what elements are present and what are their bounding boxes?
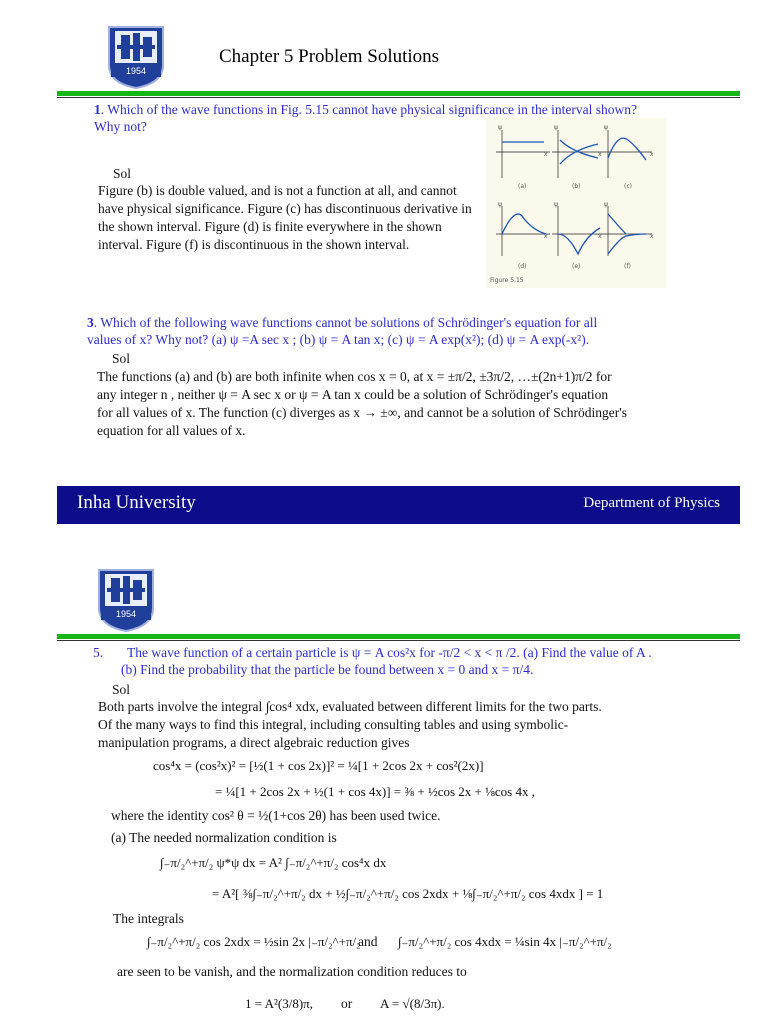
page-title: Chapter 5 Problem Solutions xyxy=(219,46,440,67)
question-5 xyxy=(93,644,753,678)
question-5-number: 5. xyxy=(93,645,104,660)
figure-5-15 xyxy=(486,118,666,288)
q5-intro-line: manipulation programs, a direct algebraic reduction gives xyxy=(98,735,410,750)
equation-cos4x-integral: ∫₋π/₂^+π/₂ cos 4xdx = ¼sin 4x |₋π/₂^+π/₂ xyxy=(398,934,612,949)
question-1-text: . Which of the wave functions in Fig. 5.15 cannot have physical significance in the interval shown? Why not? xyxy=(94,102,637,134)
identity-note: where the identity cos² θ = ½(1+cos 2θ) has been used twice. xyxy=(111,808,441,823)
logo-year: 1954 xyxy=(125,66,147,76)
figure-axis-label-d: ψ xyxy=(498,201,502,208)
equation-a-value: A = √(8/3π). xyxy=(380,996,445,1011)
university-logo xyxy=(107,25,165,89)
q3-answer-line: The functions (a) and (b) are both infinite when cos x = 0, at x = ±π/2, ±3π/2, …±(2n+1)π/2 for xyxy=(97,369,612,384)
question-5-line-2: (b) Find the probability that the particle be found between x = 0 and x = π/4. xyxy=(121,662,534,677)
q3-answer xyxy=(97,368,757,440)
title-divider xyxy=(57,91,740,96)
footer-department: Department of Physics xyxy=(583,495,720,511)
university-logo-2 xyxy=(97,568,155,632)
figure-caption: Figure 5.15 xyxy=(490,277,524,284)
or-connector: or xyxy=(341,996,353,1011)
figure-panel-a: (a) xyxy=(518,183,527,190)
footer-bar xyxy=(57,486,740,524)
figure-axis-label-f: ψ xyxy=(604,201,608,208)
title-divider-2 xyxy=(57,634,740,639)
equation-normalization-expanded: = A²[ ⅜∫₋π/₂^+π/₂ dx + ½∫₋π/₂^+π/₂ cos 2xdx + ⅛∫₋π/₂^+π/₂ cos 4xdx ] = 1 xyxy=(212,886,604,901)
title-divider-thin xyxy=(57,97,740,98)
figure-panel-b: (b) xyxy=(572,183,581,190)
question-3-number: 3 xyxy=(87,315,94,330)
figure-axis-label-a: ψ xyxy=(498,124,502,131)
figure-x-label-f: x xyxy=(650,233,654,240)
equation-normalization: ∫₋π/₂^+π/₂ ψ*ψ dx = A² ∫₋π/₂^+π/₂ cos⁴x dx xyxy=(160,855,387,870)
q1-answer: Figure (b) is double valued, and is not a function at all, and cannot have physical significance. Figure (c) has discontinuous derivative in the shown interval. Figure (d) is finite everywhere in the shown interval. Figure (f) is discontinuous in the shown interval. xyxy=(98,183,472,252)
figure-x-label-e: x xyxy=(598,233,602,240)
integrals-label: The integrals xyxy=(113,911,184,926)
and-connector: and xyxy=(358,934,378,949)
question-1-number: 1 xyxy=(94,102,101,117)
vanish-note: are seen to be vanish, and the normalization condition reduces to xyxy=(117,964,467,979)
question-3-line-1: . Which of the following wave functions cannot be solutions of Schrödinger's equation for all xyxy=(93,315,598,330)
footer-university: Inha University xyxy=(77,492,196,513)
q3-sol-label: Sol xyxy=(112,351,131,366)
figure-x-label-d: x xyxy=(544,233,548,240)
equation-cos4-expansion: cos⁴x = (cos²x)² = [½(1 + cos 2x)]² = ¼[1 + 2cos 2x + cos²(2x)] xyxy=(153,758,484,773)
figure-axis-label-b: ψ xyxy=(554,124,558,131)
q1-sol-label: Sol xyxy=(113,166,132,181)
figure-x-label-b: x xyxy=(598,151,602,158)
question-3-line-2: values of x? Why not? (a) ψ =A sec x ; (b) ψ = A tan x; (c) ψ = A exp(x²); (d) ψ = A exp(-x²). xyxy=(87,332,590,347)
figure-panel-d: (d) xyxy=(518,263,527,270)
figure-axis-label-e: ψ xyxy=(554,201,558,208)
equation-cos2x-integral: ∫₋π/₂^+π/₂ cos 2xdx = ½sin 2x |₋π/₂^+π/₂ xyxy=(147,934,361,949)
equation-normalization-result: 1 = A²(3/8)π, xyxy=(245,996,313,1011)
q5-intro-line: Both parts involve the integral ∫cos⁴ xdx, evaluated between different limits for the two parts. xyxy=(98,699,602,714)
figure-panel-e: (e) xyxy=(572,263,581,270)
q5-sol-label: Sol xyxy=(112,682,131,697)
q3-answer-line: for all values of x. The function (c) diverges as x → ±∞, and cannot be a solution of Schrödinger's xyxy=(97,405,627,420)
figure-panel-c: (c) xyxy=(624,183,632,190)
q5-intro xyxy=(98,698,758,752)
equation-cos4-reduced: = ¼[1 + 2cos 2x + ½(1 + cos 4x)] = ⅜ + ½cos 2x + ⅛cos 4x , xyxy=(215,784,535,799)
q5-intro-line: Of the many ways to find this integral, including consulting tables and using symbolic- xyxy=(98,717,569,732)
figure-x-label-c: x xyxy=(650,151,654,158)
logo-year-2: 1954 xyxy=(115,609,137,619)
figure-x-label-a: x xyxy=(544,151,548,158)
title-divider-thin-2 xyxy=(57,640,740,641)
q3-answer-line: any integer n , neither ψ = A sec x or ψ = A tan x could be a solution of Schrödinger's equation xyxy=(97,387,609,402)
figure-panel-f: (f) xyxy=(624,263,631,270)
question-5-line-1: The wave function of a certain particle is ψ = A cos²x for -π/2 < x < π /2. (a) Find the value of A . xyxy=(127,645,652,660)
question-3 xyxy=(87,314,737,348)
figure-axis-label-c: ψ xyxy=(604,124,608,131)
part-a-label: (a) The needed normalization condition is xyxy=(111,830,337,845)
q3-answer-line: equation for all values of x. xyxy=(97,423,246,438)
